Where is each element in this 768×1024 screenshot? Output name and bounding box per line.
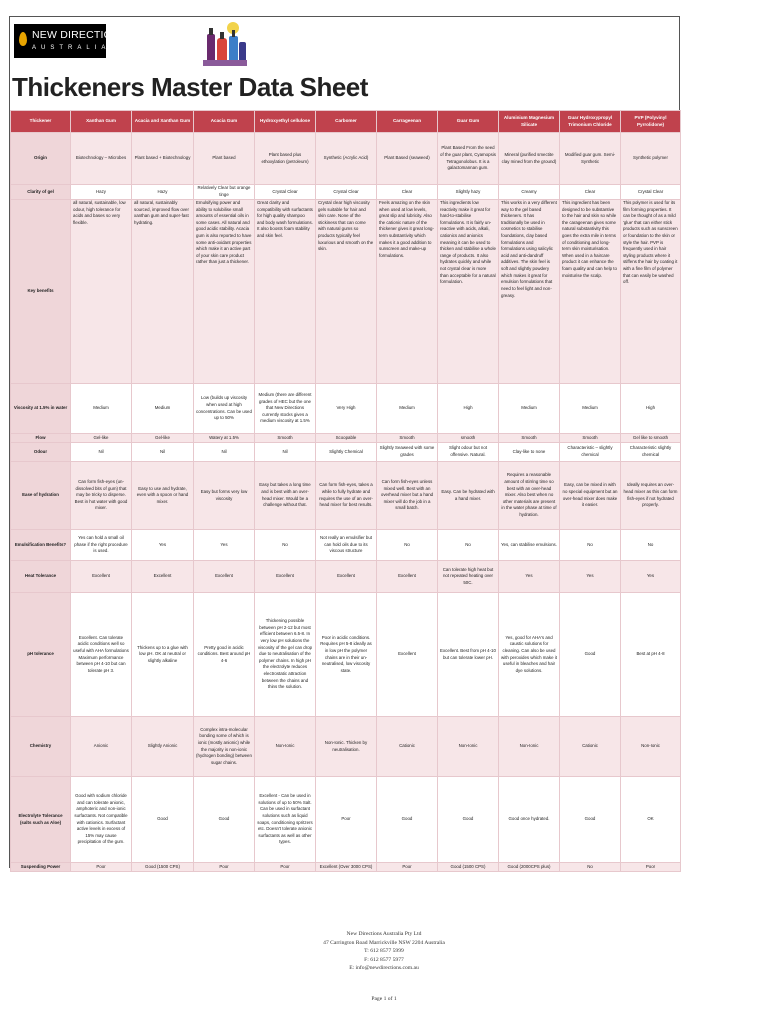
table-cell: Can form fish-eyes (un-dissolved bits of gum) that may be tricky to disperse. Best in hot water with good mixer. [71,462,132,530]
row-label: Viscosity at 1.5% in water [11,384,71,434]
table-cell: Gel-like [71,434,132,443]
table-cell: Clear [377,185,438,200]
table-cell: Clay-like to none [499,443,560,462]
table-cell: Can tolerate high heat but not repeated heating over 50C. [438,561,499,593]
table-row [11,434,681,443]
table-cell: Good (1500 CPS) [438,863,499,872]
table-cell: Good [194,777,255,863]
table-cell: Nil [71,443,132,462]
footer-email: E: info@newdirections.com.au [349,965,419,972]
row-label: Suspending Power [11,863,71,872]
table-row [11,777,681,863]
table-cell: Biotechnology – Microbes [71,133,132,185]
column-header: Thickener [11,111,71,133]
brand-logo [14,24,127,58]
table-cell: Medium [132,384,194,434]
table-row [11,185,681,200]
table-cell: Poor [377,863,438,872]
table-cell: Anionic [71,717,132,777]
table-cell: Great clarity and compatibility with surfactants for high quality shampoo and body wash formulations. It also boosts foam stability and skin feel. [255,200,316,384]
table-cell: Medium [499,384,560,434]
table-cell: Hazy [71,185,132,200]
table-cell: No [377,530,438,561]
table-cell: Emulsifying power and ability to solubilise small amounts of essential oils in some cases. All natural and good acidic stability. Acacia gum is also reported to have some anti-oxidant properties which make it an active part of your skin care product rather than just a thickener. [194,200,255,384]
table-cell: Cationic [377,717,438,777]
table-cell: Smooth [560,434,621,443]
table-cell: Clear [560,185,621,200]
table-cell: Requires a reasonable amount of stirring time so best with an over-head mixer. Also best when no other materials are present in the water phase at time of hydration. [499,462,560,530]
table-cell: Non-Ionic [621,717,681,777]
page-title: Thickeners Master Data Sheet [12,72,368,102]
table-row [11,443,681,462]
table-cell: Slightly Chemical [316,443,377,462]
table-cell: Easy but takes a long time and is best with an over-head mixer. Would be a challenge without that. [255,462,316,530]
table-cell: Yes, good for AHA's and caustic solutions for cleaning. Can also be used with peroxides which make it useful in bleaches and hair dye solutions. [499,593,560,717]
table-cell: High [438,384,499,434]
table-cell: Excellent (Over 3000 CPS) [316,863,377,872]
table-row [11,384,681,434]
table-cell: Yes [499,561,560,593]
row-label: Electrolyte Tolerance (salts such as Aloe) [11,777,71,863]
table-cell: Yes, can stabilise emulsions. [499,530,560,561]
table-cell: Complex intra-molecular bonding some of which is ionic (mostly anionic) while the majority is non-ionic (hydrogen bonding) between sugar chains. [194,717,255,777]
table-cell: Gel-like [132,434,194,443]
table-cell: Easy. Can be hydrated with a hand mixer. [438,462,499,530]
table-cell: Scoopable [316,434,377,443]
table-cell: Crystal Clear [621,185,681,200]
table-cell: Best at pH 4-8 [621,593,681,717]
table-cell: Excellent [132,561,194,593]
row-label: Flow [11,434,71,443]
table-cell: Yes [132,530,194,561]
table-cell: Slightly Seaweed with some grades [377,443,438,462]
footer-fax: F: 612 8577 5977 [364,956,404,963]
table-row [11,593,681,717]
table-cell: Crystal Clear [255,185,316,200]
column-header: Carbomer [316,111,377,133]
table-cell: Synthetic polymer [621,133,681,185]
table-cell: Good with sodium chloride and can tolerate anionic, amphoteric and non-ionic surfactants. Not compatible with cationics. Surfactant active levels in excess of 15% may cause precipitation of the gum. [71,777,132,863]
page-number: Page 1 of 1 [371,996,397,1002]
table-cell: Plant based plus ethoxylation (petroleum) [255,133,316,185]
footer-address: 47 Carrington Road Marrickville NSW 2204 Australia [323,939,445,946]
row-label: Ease of hydration [11,462,71,530]
table-row [11,133,681,185]
table-cell: Plant based + Biotechnology [132,133,194,185]
table-cell: Yes [194,530,255,561]
table-cell: Easy to use and hydrate, even with a spoon or hand mixer. [132,462,194,530]
table-cell: Smooth [377,434,438,443]
table-cell: Non-Ionic [255,717,316,777]
table-cell: Can form fish-eyes unless mixed well. Best with an overhead mixer but a hand mixer will do the job in a small batch. [377,462,438,530]
column-header: Xanthan Gum [71,111,132,133]
table-cell: Ideally requires an over-head mixer as this can form fish-eyes if not hydrated properly. [621,462,681,530]
table-cell: Nil [255,443,316,462]
table-cell: Good [560,777,621,863]
table-cell: Nil [194,443,255,462]
drop-icon [19,32,27,46]
table-cell: Characteristic slightly chemical [621,443,681,462]
table-row [11,462,681,530]
table-cell: Excellent [316,561,377,593]
table-cell: Crystal clear high viscosity gels suitable for hair and skin care. None of the stickiness that can come with natural gums so products typically feel luxurious and smooth on the skin. [316,200,377,384]
table-cell: Mineral (purified smectite clay mined from the ground) [499,133,560,185]
table-cell: Excellent [255,561,316,593]
data-table [10,110,681,872]
table-cell: Good [132,777,194,863]
table-cell: Crystal Clear [316,185,377,200]
table-cell: This ingredient has been designed to be substantive to the hair and skin so while the carageenan gives some natural substantivity this goes the extra mile in terms of conditioning and long-term skin moisturisation. When used in a haircare product it can enhance the foam quality and can help to moisturise the scalp. [560,200,621,384]
row-label: Key benefits [11,200,71,384]
table-cell: Medium [560,384,621,434]
table-cell: all natural, sustainable, low odour, high tolerance for acids and bases so very flexible. [71,200,132,384]
table-cell: Characteristic – slightly chemical [560,443,621,462]
table-cell: Thickening possible between pH 2-12 but most efficient between 6.5-8. In very low pH solutions the viscosity of the gel can drop due to neutralisation of the polymer chains. In high pH the electrolyte reduces electrostatic attraction between the chains and thins the solution. [255,593,316,717]
table-cell: Excellent [71,561,132,593]
table-cell: No [255,530,316,561]
table-cell: Very High [316,384,377,434]
table-cell: Not really an emulsifier but can hold oils due to its viscous structure [316,530,377,561]
row-label: pH tolerance [11,593,71,717]
column-header: Acacia and Xanthan Gum [132,111,194,133]
table-cell: No [621,530,681,561]
table-cell: No [560,863,621,872]
table-cell: Medium (there are different grades of HEC but the one that New Directions currently stocks gives a medium viscosity at 1.5% [255,384,316,434]
table-cell: Yes can hold a small oil phase if the right procedure is used. [71,530,132,561]
table-cell: Yes [621,561,681,593]
table-cell: Feels amazing on the skin when used at low levels, great slip and lubricity. Also the cationic nature of the thickener gives it great long-term substantivity which makes it a good addition to sunscreen and make-up formulations. [377,200,438,384]
column-header: Hydroxyethyl cellulose [255,111,316,133]
column-header: PVP (Polyvinyl Pyrrolidone) [621,111,681,133]
table-cell: Poor [71,863,132,872]
table-cell: Watery at 1.5% [194,434,255,443]
table-cell: Medium [71,384,132,434]
table-cell: Plant Based (seaweed) [377,133,438,185]
table-cell: Poor [316,777,377,863]
table-cell: Relatively Clear but orange tinge [194,185,255,200]
brand-name: NEW DIRECTIONS [32,29,127,41]
column-header: Guar Gum [438,111,499,133]
brand-sub: AUSTRALIA [32,45,111,51]
row-label: Odour [11,443,71,462]
table-cell: Good once hydrated. [499,777,560,863]
table-row [11,530,681,561]
table-cell: Plant Based From the seed of the guar plant, Cyamopsis Tetragonolobus. It is a galactomannan gum. [438,133,499,185]
table-cell: Gel like to smooth [621,434,681,443]
table-cell: Non-Ionic [499,717,560,777]
table-cell: Modified guar gum. Semi-Synthetic [560,133,621,185]
table-cell: OK [621,777,681,863]
table-cell: Creamy [499,185,560,200]
table-cell: This ingredients low reactivity make it great for hard-to-stabilise formulations. It is fairly un-reactive with acids, alkali, cationics and anionics meaning it can be used to thicken and stabilise a whole range of products. It also hydrates quickly and while not crystal clear is more than acceptable for a natural formulation. [438,200,499,384]
table-cell: High [621,384,681,434]
table-cell: Good [377,777,438,863]
table-cell: Nil [132,443,194,462]
table-cell: Poor in acidic conditions. Requires pH 5-8 ideally as in low pH the polymer chains are in their un-neutralised, low viscosity state. [316,593,377,717]
table-row [11,863,681,872]
row-label: Emulsification Benefits? [11,530,71,561]
table-cell: Poor [194,863,255,872]
footer-company: New Directions Australia Pty Ltd [346,931,422,937]
column-header: Carrageenan [377,111,438,133]
table-cell: Good (2000CPS plus) [499,863,560,872]
table-cell: Medium [377,384,438,434]
table-cell: Smooth [255,434,316,443]
table-cell: This polymer is used for its film forming properties. It can be thought of as a mild 'glue' that can either stick products such as sunscreen or foundation to the skin or style the hair. PVP is frequently used in hair styling products where it stiffens the hair by coating it with a fine film of polymer that can easily be washed off. [621,200,681,384]
table-cell: This works in a very different way to the gel based thickeners. It has traditionally be used in cosmetics to stabilise foundations, clay based formulations and formulations using salicylic acid and anti-dandruff additives. The skin feel is soft and slightly powdery which makes it great for emulsion formulations that need to feel light and non-greasy. [499,200,560,384]
table-cell: No [560,530,621,561]
table-row [11,717,681,777]
table-row [11,200,681,384]
table-cell: Good (1500 CPS) [132,863,194,872]
header-row [11,111,681,133]
table-cell: Slight odour but not offensive. Natural. [438,443,499,462]
table-cell: Yes [560,561,621,593]
table-cell: Thickens up to a glue with low pH. OK at neutral or slightly alkaline [132,593,194,717]
row-label: Heat Tolerance [11,561,71,593]
table-cell: Excellent. Best from pH 4-10 but can tolerate lower pH. [438,593,499,717]
footer [0,930,768,973]
table-cell: Hazy [132,185,194,200]
table-cell: Excellent [377,561,438,593]
bottles-image [203,20,247,66]
table-cell: Pretty good in acidic conditions. Best around pH 4-6 [194,593,255,717]
table-cell: Non-Ionic [438,717,499,777]
table-cell: Slightly Anionic [132,717,194,777]
table-cell: Poor [255,863,316,872]
table-cell: Smooth [499,434,560,443]
row-label: Chemistry [11,717,71,777]
table-cell: Excellent. Can tolerate acidic conditions well so useful with AHA formulations Maximum performance between pH 4-10 but can tolerate pH 3. [71,593,132,717]
table-cell: smooth [438,434,499,443]
table-cell: all natural, sustainably sourced, improved flow over xanthan gum and super-fast hydrating. [132,200,194,384]
column-header: Acacia Gum [194,111,255,133]
table-cell: Non-Ionic. Thicken by neutralisation. [316,717,377,777]
table-cell: Plant based [194,133,255,185]
row-label: Clarity of gel [11,185,71,200]
column-header: Guar Hydroxypropyl Trimonium Chloride [560,111,621,133]
row-label: Origin [11,133,71,185]
table-cell: Good [560,593,621,717]
table-row [11,561,681,593]
table-cell: Excellent - Can be used in solutions of up to 50% Salt. Can be used in surfactant solutions such as liquid soaps, conditioning spritzers etc. Doesn't tolerate anionic surfactants as well as other types. [255,777,316,863]
table-cell: Low (builds up viscosity when used at high concentrations. Can be used up to 50% [194,384,255,434]
table-cell: Synthetic (Acrylic Acid) [316,133,377,185]
table-cell: Can form fish-eyes, takes a while to fully hydrate and requires the use of an over-head mixer for best results. [316,462,377,530]
table-cell: Easy, can be mixed in with no special equipment but an over-head mixer does make it easier. [560,462,621,530]
table-cell: Excellent [194,561,255,593]
table-cell: Poor [621,863,681,872]
footer-phone: T: 612 8577 5999 [364,948,404,955]
table-cell: Slightly hazy [438,185,499,200]
column-header: Aluminium Magnesium Silicate [499,111,560,133]
table-cell: Excellent [377,593,438,717]
table-cell: No [438,530,499,561]
table-cell: Easy but forms very low viscosity [194,462,255,530]
table-cell: Cationic [560,717,621,777]
table-cell: Good [438,777,499,863]
